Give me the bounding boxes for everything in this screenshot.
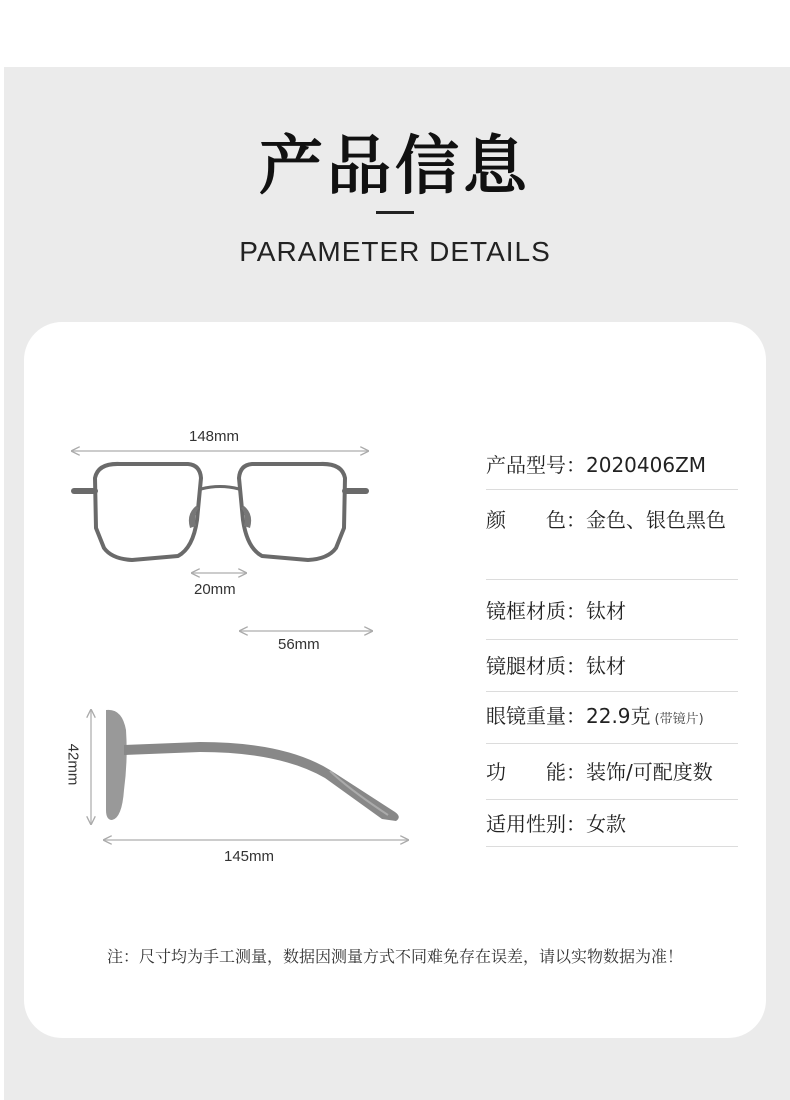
section-title: 产品信息: [259, 130, 531, 204]
spec-row-temple-material: [486, 652, 738, 692]
lens-width-label: 56mm: [278, 636, 320, 653]
spec-label: 镜框材质：: [486, 599, 586, 623]
spec-value: 女款: [586, 812, 626, 836]
section-subtitle: PARAMETER DETAILS: [239, 236, 551, 267]
spec-row-function: [486, 758, 738, 800]
temple-length-label: 145mm: [224, 848, 275, 865]
spec-value: 金色、银色黑色: [586, 508, 726, 532]
spec-label: 功 能：: [486, 760, 586, 784]
spec-row-weight: [486, 702, 738, 744]
measurement-note: 注：尺寸均为手工测量，数据因测量方式不同难免存在误差，请以实物数据为准！: [106, 947, 683, 966]
spec-label: 镜腿材质：: [486, 654, 586, 678]
spec-value: 装饰/可配度数: [586, 760, 713, 784]
title-divider: [376, 211, 414, 214]
spec-value: 22.9克: [586, 704, 651, 728]
spec-row-color: [486, 506, 738, 580]
spec-note: (带镜片): [654, 712, 704, 727]
spec-value: 钛材: [586, 599, 626, 623]
spec-label: 适用性别：: [486, 812, 586, 836]
total-width-label: 148mm: [189, 428, 240, 445]
bridge-width-label: 20mm: [194, 581, 236, 598]
spec-value: 2020406ZM: [586, 453, 707, 477]
spec-row-model: [486, 451, 738, 490]
spec-row-frame-material: [486, 597, 738, 640]
spec-value: 钛材: [586, 654, 626, 678]
spec-label: 颜 色：: [486, 508, 586, 532]
lens-height-label: 42mm: [64, 743, 82, 786]
spec-label: 眼镜重量：: [486, 704, 586, 728]
spec-row-gender: [486, 810, 738, 847]
spec-label: 产品型号：: [486, 453, 586, 477]
